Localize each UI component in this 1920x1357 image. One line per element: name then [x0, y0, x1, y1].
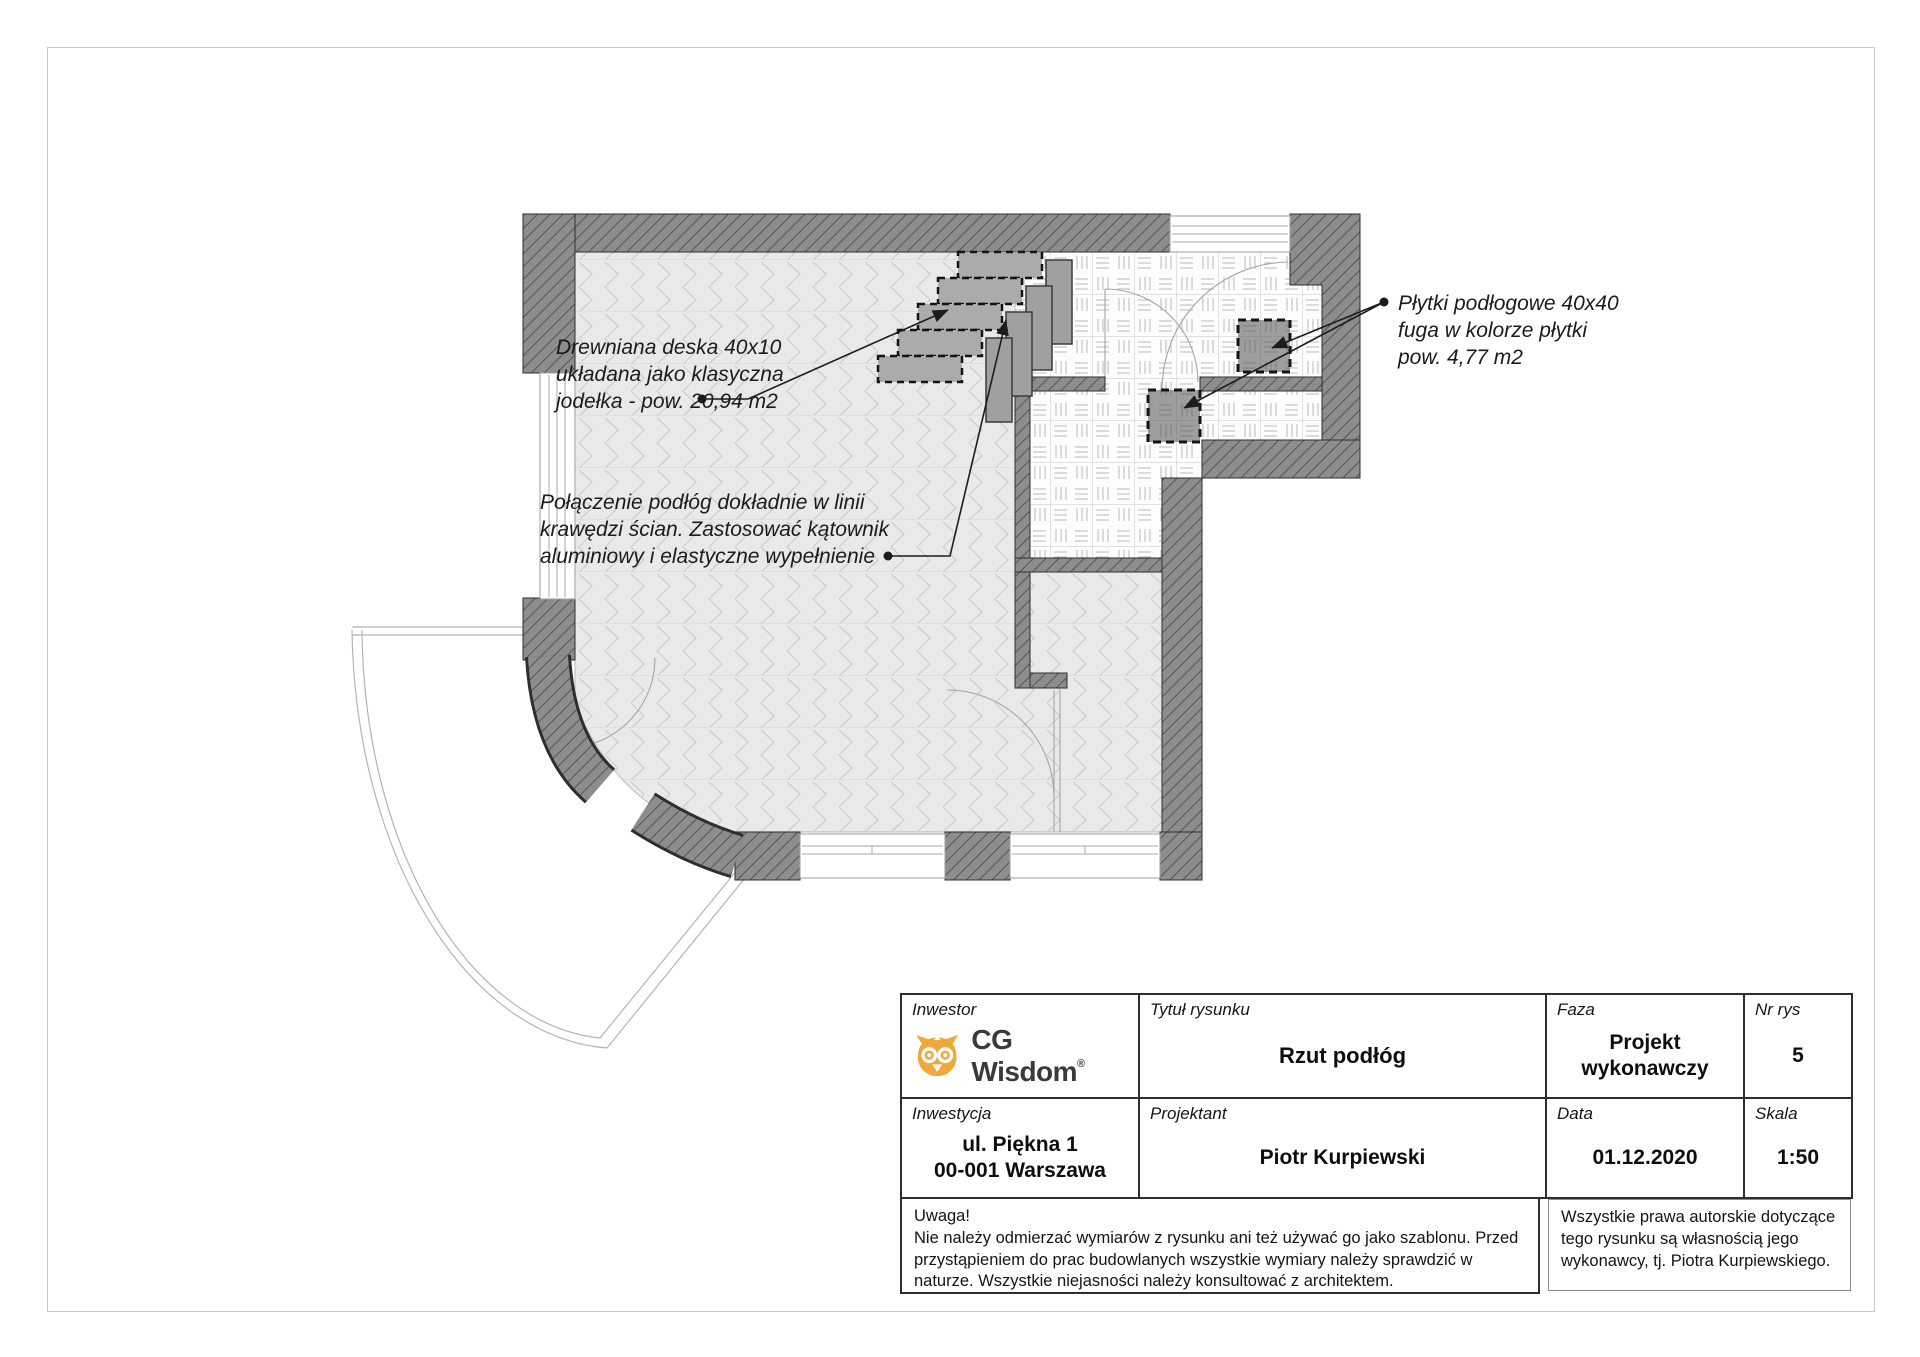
annotation-line: jodełka - pow. 20,94 m2	[556, 390, 778, 413]
investor-label: Inwestor	[912, 1000, 977, 1019]
phase-value: Projekt wykonawczy	[1581, 1030, 1709, 1080]
annotation-line: krawędzi ścian. Zastosować kątownik	[540, 518, 889, 541]
phase-label: Faza	[1557, 1000, 1595, 1019]
drawing-title-cell	[1138, 993, 1547, 1099]
wall-left-mid	[523, 598, 575, 660]
annotation-floor-junction	[540, 489, 889, 570]
date-cell	[1545, 1097, 1745, 1199]
annotation-line: układana jako klasyczna	[556, 363, 784, 386]
annotation-floor-tiles	[1398, 290, 1619, 371]
wall-bottom-1	[735, 832, 800, 880]
notice-body: Nie należy odmierzać wymiarów z rysunku ani też używać go jako szablonu. Przed przystąpieniem do prac budowlanych wszystkie wymiary należy sprawdzić w naturze. Wszystkie niejasności należy konsultować z architektem.	[914, 1228, 1519, 1291]
copyright-box: Wszystkie prawa autorskie dotyczące tego rysunku są własnością jego wykonawcy, tj. Piotra Kurpiewskiego.	[1548, 1199, 1851, 1291]
scale-cell	[1743, 1097, 1853, 1199]
tile-sample-2	[1148, 390, 1200, 442]
wall-right-step	[1202, 440, 1360, 478]
notice-box	[900, 1197, 1540, 1294]
brand-text: CG Wisdom®	[971, 1024, 1085, 1087]
annotation-line: aluminiowy i elastyczne wypełnienie	[540, 545, 875, 568]
phase-cell	[1545, 993, 1745, 1099]
annotation-line: fuga w kolorze płytki	[1398, 319, 1588, 342]
owl-icon	[912, 1032, 962, 1080]
wall-bathroom-top-right	[1200, 377, 1322, 391]
designer-label: Projektant	[1150, 1104, 1227, 1123]
designer-cell	[1138, 1097, 1547, 1199]
window-top	[1170, 216, 1290, 252]
cg-wisdom-logo	[912, 1020, 1128, 1092]
investment-value: ul. Piękna 1 00-001 Warszawa	[934, 1132, 1106, 1182]
investment-label: Inwestycja	[912, 1104, 992, 1123]
window-bottom-1	[800, 834, 945, 878]
drawing-title-label: Tytuł rysunku	[1150, 1000, 1250, 1019]
wall-bottom-3	[1160, 832, 1202, 880]
wall-bathroom-left	[1015, 377, 1030, 688]
designer-value: Piotr Kurpiewski	[1259, 1145, 1426, 1169]
annotation-line: Drewniana deska 40x10	[556, 336, 782, 359]
wall-bottom-2	[945, 832, 1010, 880]
annotation-line: Płytki podłogowe 40x40	[1398, 292, 1619, 315]
wall-bathroom-bottom	[1015, 558, 1162, 572]
annotation-line: pow. 4,77 m2	[1398, 346, 1523, 369]
tile-sample-1	[1238, 320, 1290, 372]
notice-heading: Uwaga!	[914, 1207, 970, 1225]
registered-mark: ®	[1077, 1058, 1085, 1070]
wall-bathroom-foot	[1030, 673, 1067, 688]
drawing-number-cell	[1743, 993, 1853, 1099]
annotation-wood-plank	[556, 334, 784, 415]
scale-value: 1:50	[1776, 1145, 1820, 1169]
investment-cell	[900, 1097, 1140, 1199]
scale-label: Skala	[1755, 1104, 1798, 1123]
drawing-title-value: Rzut podłóg	[1278, 1043, 1407, 1069]
date-label: Data	[1557, 1104, 1593, 1123]
window-bottom-2	[1010, 834, 1160, 878]
annotation-line: Połączenie podłóg dokładnie w linii	[540, 491, 865, 514]
drawing-number-label: Nr rys	[1755, 1000, 1801, 1019]
date-value: 01.12.2020	[1592, 1145, 1698, 1169]
drawing-number-value: 5	[1792, 1043, 1804, 1067]
investor-cell	[900, 993, 1140, 1099]
wall-inner-right	[1162, 478, 1202, 880]
wall-top	[523, 214, 1170, 252]
